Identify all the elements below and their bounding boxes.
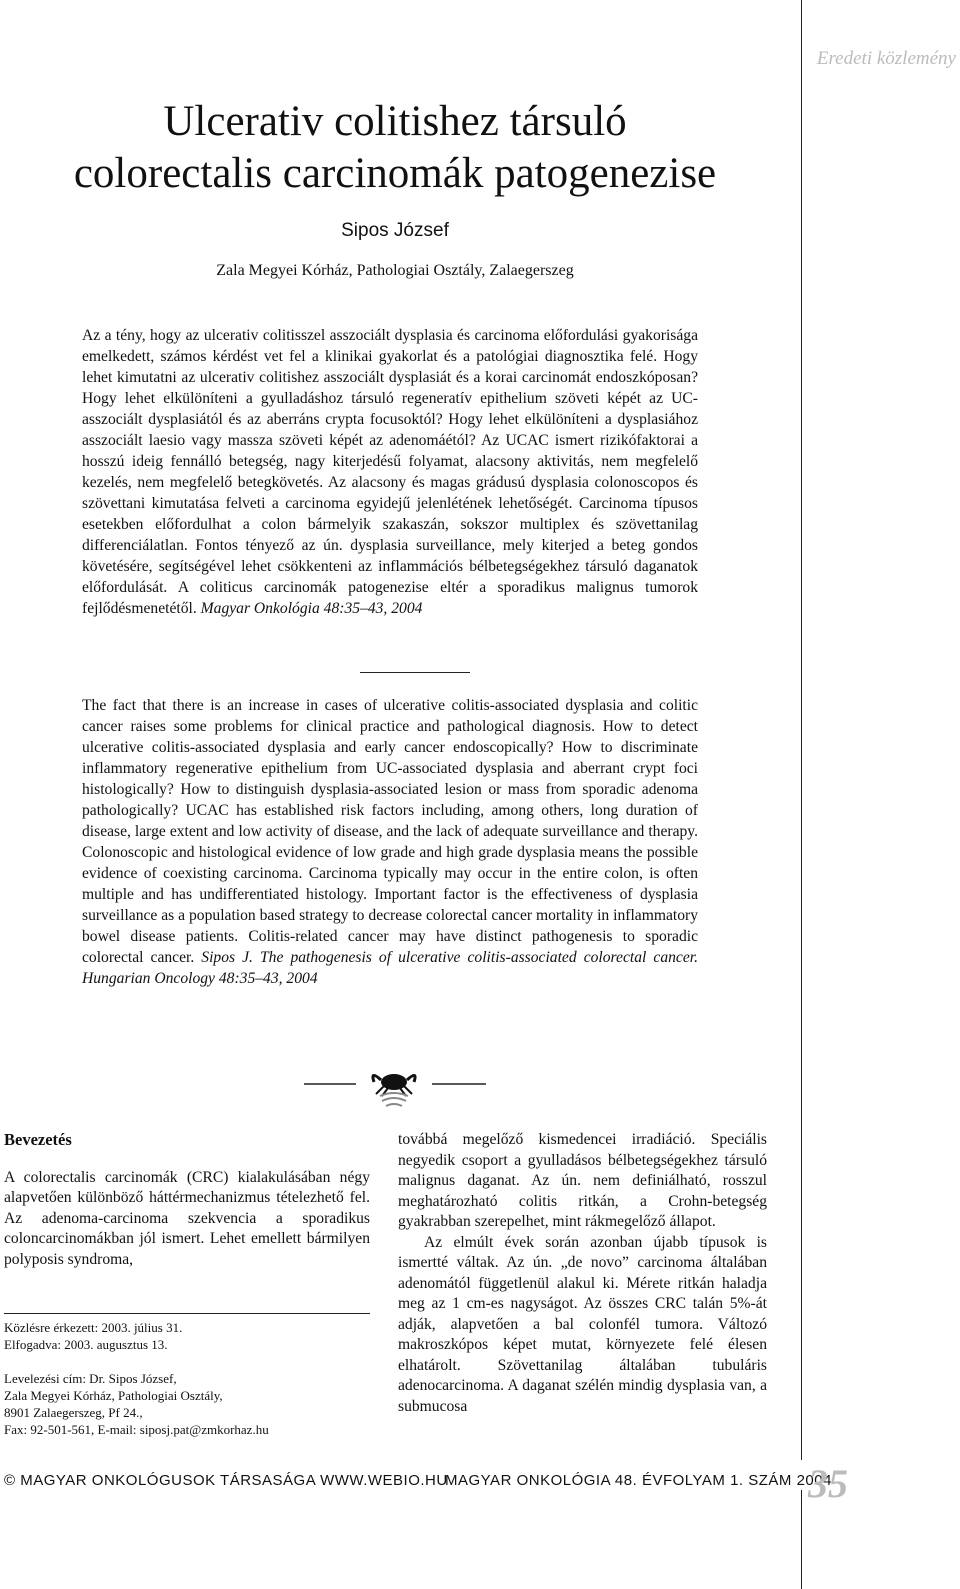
abstract-divider bbox=[360, 672, 470, 673]
address-line-4: Fax: 92-501-561, E-mail: siposj.pat@zmkorhaz.hu bbox=[4, 1422, 269, 1437]
vertical-rule-footer bbox=[801, 1490, 802, 1589]
vertical-rule bbox=[801, 0, 802, 1460]
left-column bbox=[4, 1130, 370, 1270]
title-line-2: colorectalis carcinomák patogenezise bbox=[73, 150, 717, 197]
meta-divider bbox=[4, 1313, 370, 1314]
abstract-hu-citation: Magyar Onkológia 48:35–43, 2004 bbox=[200, 600, 423, 617]
correspondence-block bbox=[4, 1319, 374, 1438]
intro-paragraph-1: A colorectalis carcinomák (CRC) kialakulásában négy alapvetően különböző háttérmechanizmus tételezhető fel. Az adenoma-carcinoma szekvencia a sporadikus coloncarcinomákban jól ismert. Lehet emellett bármilyen polyposis syndroma, bbox=[4, 1168, 370, 1268]
abstract-en-text: The fact that there is an increase in cases of ulcerative colitis-associated dysplasia and colitic cancer raises some problems for clinical practice and pathological diagnosis. How to detect ulcerative colitis-associated dysplasia and early cancer endoscopically? How to discriminate inflammatory regenerative epithelium from UC-associated dysplasia and aberrant crypt foci histologically? How to distinguish dysplasia-associated lesion or mass from sporadic adenoma pathologically? UCAC has established risk factors including, among others, long duration of disease, large extent and low activity of disease, and the lack of adequate surveillance and therapy. Colonoscopic and histological evidence of low grade and high grade dysplasia means the possible evidence of coexisting carcinoma. Carcinoma typically may occur in the entire colon, is often multiple and has undifferentiated histology. Important factor is the effectiveness of dysplasia surveillance as a population based strategy to decrease colorectal cancer mortality in inflammatory bowel disease patients. Colitis-related cancer may have distinct pathogenesis to sporadic colorectal cancer. bbox=[82, 697, 698, 966]
abstract-en-citation: Sipos J. The pathogenesis of ulcerative colitis-associated colorectal cancer. Hungarian Oncology 48:35–43, 2004 bbox=[82, 949, 698, 987]
address-line-3: 8901 Zalaegerszeg, Pf 24., bbox=[4, 1405, 143, 1420]
abstract-hungarian bbox=[82, 325, 698, 619]
address-line-2: Zala Megyei Kórház, Pathologiai Osztály, bbox=[4, 1388, 223, 1403]
article-title bbox=[0, 96, 790, 200]
affiliation: Zala Megyei Kórház, Pathologiai Osztály, Zalaegerszeg bbox=[216, 262, 574, 279]
footer-journal: MAGYAR ONKOLÓGIA 48. ÉVFOLYAM 1. SZÁM 2004 bbox=[445, 1472, 832, 1489]
title-line-1: Ulcerativ colitishez társuló bbox=[163, 98, 627, 145]
received-date: Közlésre érkezett: 2003. július 31. bbox=[4, 1320, 183, 1335]
accepted-date: Elfogadva: 2003. augusztus 13. bbox=[4, 1337, 168, 1352]
abstract-english bbox=[82, 695, 698, 989]
crab-ornament-icon bbox=[300, 1068, 490, 1108]
footer-society: © MAGYAR ONKOLÓGUSOK TÁRSASÁGA WWW.WEBIO.HU bbox=[4, 1472, 448, 1489]
address-line-1: Levelezési cím: Dr. Sipos József, bbox=[4, 1371, 177, 1386]
right-paragraph-2: Az elmúlt évek során azonban újabb típusok is ismertté váltak. Az ún. „de novo” carcinoma általában adenomától függetlenül alakul ki. Mérete ritkán haladja meg az 1 cm-es nagyságot. Az összes CRC talán 5%-át adják, alapvetően a bal colonfél tumora. Változó makroszkópos képet mutat, környezete felé élesen elhatárolt. Szövettanilag általában tubuláris adenocarcinoma. A daganat szélén mindig dysplasia van, a submucosa bbox=[398, 1233, 767, 1415]
section-heading: Bevezetés bbox=[4, 1130, 72, 1149]
abstract-hu-text: Az a tény, hogy az ulcerativ colitisszel asszociált dysplasia és carcinoma előfordulási gyakorisága emelkedett, számos kérdést vet fel a klinikai gyakorlat és a patológiai diagnosztika felé. Hogy lehet kimutatni az ulcerativ colitishez asszociált dysplasiát és a korai carcinomát endoszkóposan? Hogy lehet elkülöníteni a gyulladáshoz társuló regeneratív epithelium szöveti képét az UC-asszociált dysplasiától és az aberráns crypta focusoktól? Hogy lehet elkülöníteni a dysplasiához asszociált laesio vagy massza szöveti képét az adenomáétól? Az UCAC ismert rizikófaktorai a hosszú ideig fennálló betegség, nagy kiterjedésű folyamat, alacsony aktivitás, nem megfelelő kezelés, nem megfelelő betegkövetés. Az alacsony és magas grádusú dysplasia colonoscopos és szövettani kimutatása felveti a carcinoma egyidejű jelenlétének lehetőségét. Carcinoma típusos esetekben előfordulhat a colon bármelyik szakaszán, sokszor multiplex és szövettanilag differenciálatlan. Fontos tényező az ún. dysplasia surveillance, mely kiterjed a beteg gondos követésére, segítségével lehet csökkenteni az inflammációs bélbetegségekhez társuló daganatok előfordulását. A coliticus carcinomák patogenezise eltér a sporadikus malignus tumorok fejlődésmenetétől. bbox=[82, 327, 698, 617]
right-column bbox=[398, 1130, 767, 1417]
right-paragraph-1: továbbá megelőző kismedencei irradiáció. Speciális negyedik csoport a gyulladásos bélbetegségekhez társuló malignus daganat. Az ún. nem definiálható, rosszul meghatározható colitis ritkán, a Crohn-betegség gyakrabban szerepelhet, mint rákmegelőző állapot. bbox=[398, 1131, 767, 1230]
author: Sipos József bbox=[341, 220, 449, 241]
section-label: Eredeti közlemény bbox=[816, 48, 956, 69]
page-number: 35 bbox=[808, 1461, 848, 1506]
